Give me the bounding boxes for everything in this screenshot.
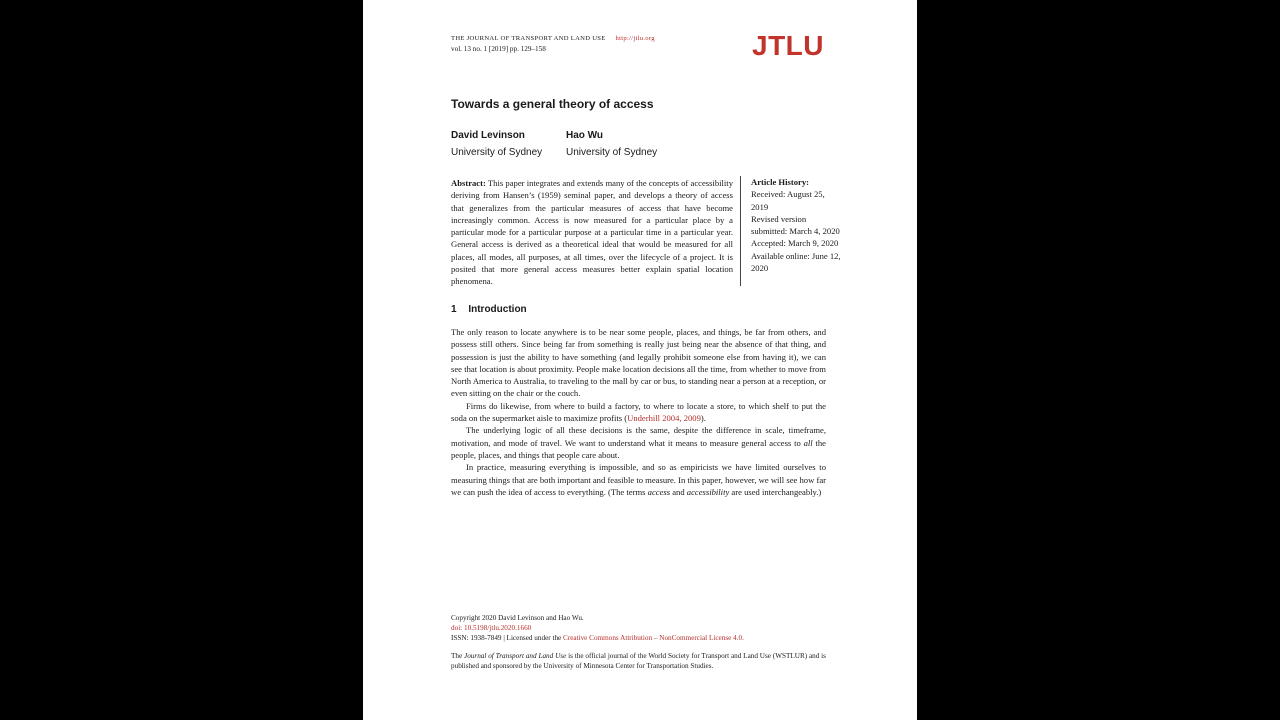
- about-text: is the official journal of the World Society for Transport and Land Use (WSTLUR) and is published and sponsored by the University of Minnesota Center for Transportation Studies.: [451, 652, 826, 671]
- author-name: David Levinson: [451, 130, 525, 141]
- about-text: The: [451, 652, 465, 661]
- history-label: Article History:: [751, 177, 809, 187]
- journal-header: [451, 34, 655, 44]
- paragraph-4: [451, 461, 826, 498]
- author-name: Hao Wu: [566, 130, 604, 141]
- doi-link[interactable]: doi: 10.5198/jtlu.2020.1660: [451, 623, 532, 632]
- journal-title-italic: Journal of Transport and Land Use: [464, 652, 567, 661]
- paragraph-text: are used interchangeably.): [729, 486, 822, 497]
- journal-about: [451, 652, 826, 672]
- journal-name: THE JOURNAL OF TRANSPORT AND LAND USE: [451, 35, 606, 42]
- footer: [451, 614, 826, 672]
- section-title: Introduction: [468, 304, 527, 315]
- abstract: [451, 177, 733, 288]
- paragraph-text: ).: [700, 413, 706, 424]
- emphasis: all: [803, 437, 813, 448]
- history-revised: Revised version submitted: March 4, 2020: [751, 213, 840, 237]
- copyright: Copyright 2020 David Levinson and Hao Wu.: [451, 614, 584, 622]
- history-received: Received: August 25, 2019: [751, 189, 825, 212]
- emphasis: accessibility: [686, 486, 730, 497]
- abstract-text: This paper integrates and extends many of the concepts of accessibility deriving from Hansen’s (1959) seminal paper, and develops a theory of access that generalizes from the particular measures of access that have become increasingly common. Access is now measured for a particular place by a particular mode for a particular purpose at a particular time in a particular year. General access is derived as a theoretical ideal that would be measured for all places, all modes, all purposes, at all times, over the lifecycle of a project. It is posited that more general access measures better explain spatial location phenomena.: [451, 178, 733, 287]
- author-2: [566, 130, 657, 158]
- author-affiliation: University of Sydney: [566, 147, 658, 158]
- paragraph-text: The underlying logic of all these decisions is the same, despite the difference in scale, timeframe, motivation, and mode of travel. We want to understand what it means to measure general access to: [451, 425, 826, 448]
- citation-link[interactable]: Underhill 2004, 2009: [627, 413, 701, 424]
- paragraph-1: The only reason to locate anywhere is to be near some people, places, and things, be far from others, and possess still others. Since being far from something is really just being near the absence of that thing, and possession is just the ability to have something (and legally prohibit someone else from having it), we can see that location is about proximity. People make location decisions all the time, from whether to move from North America to Australia, to traveling to the mall by car or bus, to standing near a person at a reception, or even sitting on the chair or the couch.: [451, 327, 826, 399]
- author-1: [451, 130, 542, 158]
- history-accepted: Accepted: March 9, 2020: [751, 238, 839, 249]
- issn-license: [451, 634, 826, 644]
- paragraph-text: Firms do likewise, from where to build a factory, to where to locate a store, to which shelf to put the soda on the supermarket aisle to maximize profits (: [451, 400, 826, 424]
- paragraph-2: [451, 400, 826, 425]
- paragraph-text: and: [670, 486, 687, 497]
- emphasis: access: [647, 486, 671, 497]
- section-number: 1: [451, 304, 457, 315]
- paragraph-text: In practice, measuring everything is impossible, and so as empiricists we have limited ourselves to measuring things that are both important and feasible to measure. In this paper, however, we will see how far we can push the idea of access to everything. (The terms: [451, 462, 826, 497]
- article-history: [740, 176, 843, 286]
- jtlu-logo: JTLU: [752, 30, 824, 61]
- license-link[interactable]: Creative Commons Attribution – NonCommercial License 4.0.: [563, 633, 744, 642]
- paragraph-3: [451, 424, 826, 461]
- abstract-label: Abstract:: [451, 178, 486, 188]
- journal-url[interactable]: http://jtlu.org: [615, 35, 655, 42]
- history-online: Available online: June 12, 2020: [751, 250, 841, 274]
- paper-title: Towards a general theory of access: [451, 97, 654, 111]
- section-heading: [451, 304, 527, 315]
- body-text: [451, 326, 826, 498]
- issn-text: ISSN: 1938-7849 | Licensed under the: [451, 633, 564, 642]
- paragraph-text: the people, places, and things that people care about.: [451, 437, 826, 460]
- volume-info: vol. 13 no. 1 [2019] pp. 129–158: [451, 45, 546, 53]
- paper-page: [363, 0, 917, 720]
- author-affiliation: University of Sydney: [451, 147, 543, 158]
